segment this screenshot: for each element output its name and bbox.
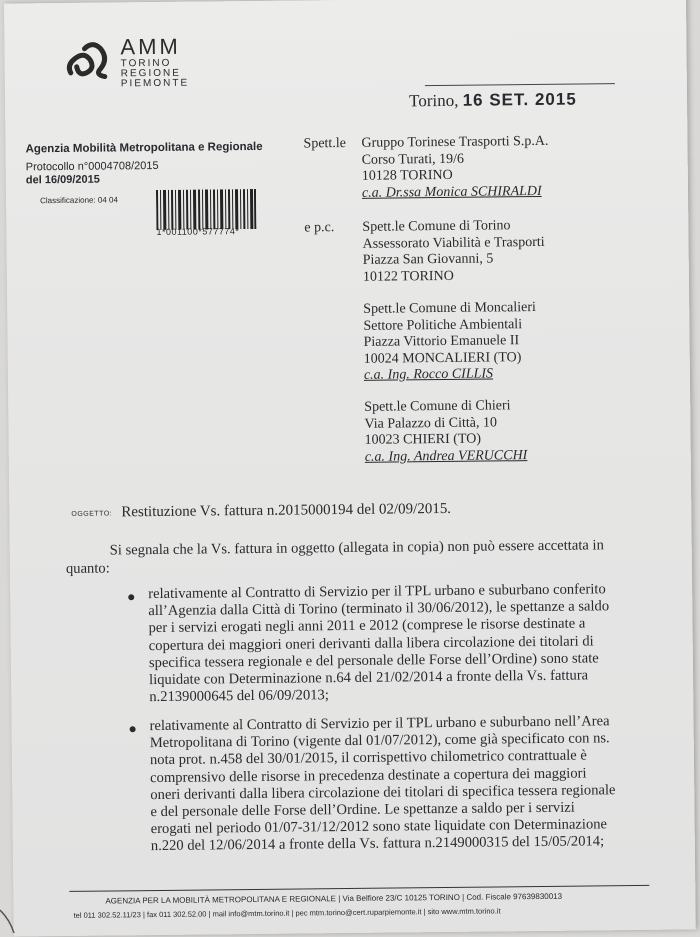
bullet-1-line: n.2139000645 del 06/09/2013; — [149, 687, 329, 706]
recipient-line: Gruppo Torinese Trasporti S.p.A. — [361, 133, 549, 151]
intro-line-2: quanto: — [65, 560, 110, 577]
amm-logo-icon — [64, 38, 112, 81]
cc-line: Settore Politiche Ambientali — [363, 316, 523, 334]
recipient-line: 10128 TORINO — [361, 167, 453, 184]
logo-line-torino: TORINO — [120, 57, 172, 70]
bullet-2-dot — [130, 726, 136, 732]
cc-attention: c.a. Ing. Andrea VERUCCHI — [364, 447, 528, 465]
protocol-number: Protocollo n°0004708/2015 — [25, 159, 159, 174]
recipient-label: Spett.le — [303, 135, 346, 152]
cc-attention: c.a. Ing. Rocco CILLIS — [363, 366, 494, 383]
recipient-line: Corso Turati, 19/6 — [361, 151, 465, 168]
cc-line: Spett.le Comune di Torino — [362, 218, 511, 235]
bullet-2-line: Metropolitana di Torino (vigente dal 01/07/2012), come già specificato con ns. — [149, 730, 610, 752]
bullet-2-line: nota prot. n.458 del 30/01/2015, il corrispettivo chilometrico contrattuale è — [149, 747, 587, 769]
bullet-2-line: oneri derivanti dalla libera circolazione dei titolari di specifica tessera regionale — [150, 782, 616, 803]
barcode-icon — [156, 189, 256, 230]
letter-page — [4, 0, 696, 937]
cc-label: e p.c. — [304, 220, 335, 236]
cc-block-torino — [362, 218, 545, 286]
barcode-number: 1*001100*577774* — [156, 226, 240, 237]
bullet-1-text — [148, 581, 637, 707]
protocol-date: del 16/09/2015 — [25, 173, 100, 187]
cc-line: 10024 MONCALIERI (TO) — [363, 349, 522, 367]
bullet-1-line: liquidate con Determinazione n.64 del 21/02/2014 a fronte della Vs. fattura — [149, 667, 589, 689]
sender-agency: Agenzia Mobilità Metropolitana e Regionale — [25, 140, 263, 156]
subject-text: Restituzione Vs. fattura n.2015000194 del 02/09/2015. — [121, 500, 452, 521]
bullet-2-line: erogati nel periodo 01/07-31/12/2012 sono state liquidate con Determinazione — [150, 816, 608, 838]
recipient-address — [361, 134, 549, 202]
logo-title: AMM — [120, 33, 181, 60]
date-place: Torino, — [408, 90, 459, 111]
cc-line: 10122 TORINO — [362, 268, 454, 285]
bullet-2-line: comprensivo delle risorse in precedenza destinate a copertura dei maggiori — [150, 765, 587, 786]
bullet-2-line: e del personale delle Forse dell’Ordine. Le spettanze a saldo per i servizi — [150, 799, 575, 821]
bullet-1-line: specifica tessera regionale e del personale delle Forse dell’Ordine) sono state — [148, 650, 599, 671]
logo-line-piemonte: PIEMONTE — [120, 77, 190, 90]
logo-line-regione: REGIONE — [120, 67, 181, 80]
bullet-1-line: relativamente al Contratto di Servizio per il TPL urbano e suburbano conferito — [148, 581, 606, 603]
cc-line: Spett.le Comune di Chieri — [364, 398, 511, 415]
classification: Classificazione: 04 04 — [40, 195, 118, 206]
bullet-1-line: all’Agenzia dalla Città di Torino (terminato il 30/06/2012), le spettanze a saldo — [148, 598, 610, 620]
cc-line: 10023 CHIERI (TO) — [364, 431, 482, 448]
subject-label: OGGETTO: — [71, 510, 113, 518]
bullet-2-line: n.220 del 12/06/2014 a fronte della Vs. fattura n.2149000315 del 15/05/2014; — [150, 833, 605, 855]
bullet-2-line: relativamente al Contratto di Servizio per il TPL urbano e suburbano nell’Area — [149, 713, 610, 735]
cc-line: Spett.le Comune di Moncalieri — [363, 300, 536, 317]
bullet-2-text — [150, 713, 639, 856]
intro-line-1: Si segnala che la Vs. fattura in oggetto (allegata in copia) non può essere accettata in — [109, 537, 604, 559]
cc-line: Piazza Vittorio Emanuele II — [363, 333, 520, 350]
page-curl-icon — [0, 900, 40, 933]
recipient-attention: c.a. Dr.ssa Monica SCHIRALDI — [361, 183, 542, 201]
date-line — [409, 90, 577, 112]
bullet-1-line: per i servizi erogati negli anni 2011 e 2012 (comprese le risorse destinate a — [148, 615, 586, 637]
cc-block-chieri — [364, 398, 527, 466]
date-underline — [425, 83, 615, 86]
cc-line: Piazza San Giovanni, 5 — [362, 251, 494, 268]
cc-line: Via Palazzo di Città, 10 — [364, 414, 498, 432]
bullet-1-line: copertura dei maggiori oneri derivanti dalla libera circolazione dei titolari di — [148, 633, 594, 654]
footer-line-2: tel 011 302.52.11/23 | fax 011 302.52.00 | mail info@mtm.torino.it | pec mtm.torino@cert.ruparpiemonte.it | sito www.mtm.torino.it — [73, 906, 501, 920]
bullet-1-dot — [128, 594, 134, 600]
footer-line-1: AGENZIA PER LA MOBILITÀ METROPOLITANA E REGIONALE | Via Belfiore 23/C 10125 TORINO | Cod. Fiscale 97639830013 — [105, 891, 563, 906]
cc-line: Assessorato Viabilità e Trasporti — [362, 234, 545, 252]
date-stamp: 16 SET. 2015 — [462, 89, 577, 110]
protocol-block — [26, 160, 159, 187]
cc-block-moncalieri — [363, 300, 536, 384]
